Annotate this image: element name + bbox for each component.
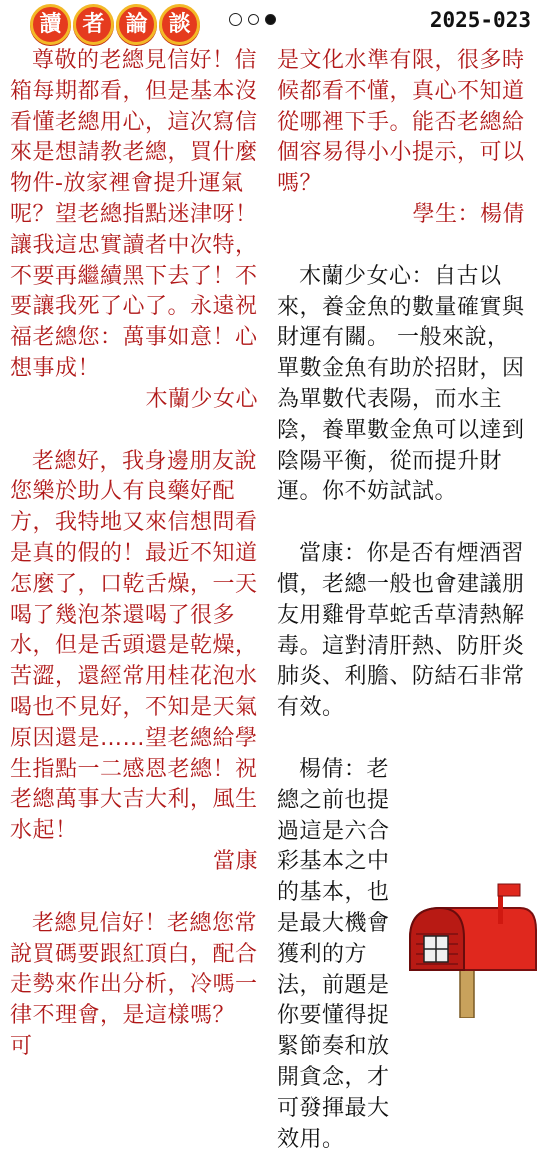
title-badge: 者 [73,4,114,45]
column-title [30,4,200,45]
reader-letter-continued: 是文化水準有限，很多時候都看不懂，真心不知道從哪裡下手。能否老總給個容易得小小提示，可以嗎？ [277,48,525,197]
letter-signature: 木蘭少女心 [145,386,258,412]
title-badge: 談 [159,4,200,45]
mailbox-icon [402,878,542,1018]
letter-signature: 當康 [212,848,258,874]
circle-icon [229,13,242,26]
reader-letter: 老總見信好！老總您常說買碼要跟紅頂白，配合走勢來作出分析，冷嗎一律不理會，是這樣嗎？ 可 [10,910,258,1059]
title-badge: 讀 [30,4,71,45]
decorative-dots [229,13,276,26]
issue-number: 2025-023 [429,8,531,32]
reader-letter: 老總好，我身邊朋友說您樂於助人有良藥好配方，我特地又來信想問看是真的假的！最近不知道怎麼了，口乾舌燥，一天喝了幾泡茶還喝了很多水，但是舌頭還是乾燥，苦澀，還經常用桂花泡水喝也不見好，不知是天氣原因還是……望老總給學生指點一二感恩老總！祝老總萬事大吉大利，風生水起！ [10,448,258,844]
column-header [0,0,545,44]
editor-reply: 當康：你是否有煙酒習慣，老總一般也會建議朋友用雞骨草蛇舌草清熱解毒。這對清肝熱、防肝炎肺炎、利膽、防結石非常有效。 [277,541,525,721]
editor-reply: 楊倩：老總之前也提過這是六合彩基本之中的基本，也是最大機會獲利的方法，前題是你要懂得捉緊節奏和放開貪念，才可發揮最大效用。 [277,756,390,1152]
reader-letter: 尊敬的老總見信好！信箱每期都看，但是基本沒看懂老總用心，這次寫信來是想請教老總，買什麼物件-放家裡會提升運氣呢？望老總指點迷津呀！讓我這忠實讀者中次特，不要再繼續黑下去了！不要讓我死了心了。永遠祝福老總您：萬事如意！心想事成！ [10,48,258,381]
title-badge: 論 [116,4,157,45]
left-column [10,46,258,1063]
letter-signature: 學生：楊倩 [412,201,525,227]
filled-circle-icon [265,14,276,25]
editor-reply: 木蘭少女心：自古以來，養金魚的數量確實與財運有關。 一般來說，單數金魚有助於招財，因為單數代表陽，而水主陰，養單數金魚可以達到陰陽平衡，從而提升財運。你不妨試試。 [277,263,525,505]
circle-icon [248,14,259,25]
